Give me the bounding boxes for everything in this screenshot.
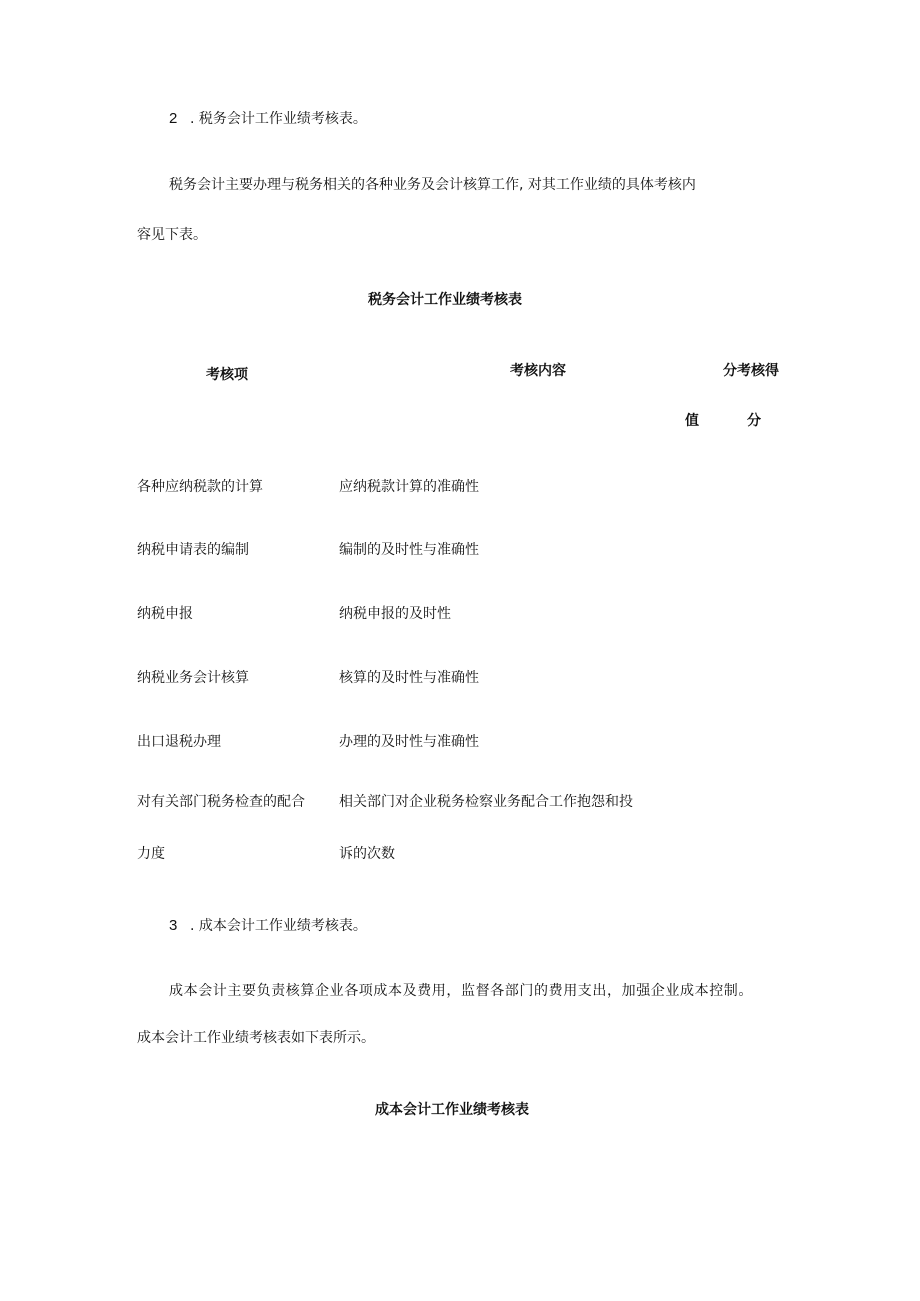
row-6-item-line-1: 对有关部门税务检查的配合 xyxy=(137,794,305,810)
row-3-content: 纳税申报的及时性 xyxy=(339,606,451,622)
row-6-content-line-2: 诉的次数 xyxy=(339,846,395,862)
row-6-content-line-1: 相关部门对企业税务检察业务配合工作抱怨和投 xyxy=(339,794,633,810)
header-assessment-content: 考核内容 xyxy=(510,363,566,379)
row-4-content: 核算的及时性与准确性 xyxy=(339,670,479,686)
row-3-item: 纳税申报 xyxy=(137,606,193,622)
header-score-top: 分考核得 xyxy=(723,363,779,379)
tax-table-title: 税务会计工作业绩考核表 xyxy=(368,292,522,308)
section-2-heading: . 税务会计工作业绩考核表。 xyxy=(190,111,367,127)
section-3-paragraph-line-2: 成本会计工作业绩考核表如下表所示。 xyxy=(137,1030,375,1046)
row-6-item-line-2: 力度 xyxy=(137,846,165,862)
header-assessment-item: 考核项 xyxy=(206,367,248,383)
row-5-content: 办理的及时性与准确性 xyxy=(339,734,479,750)
row-5-item: 出口退税办理 xyxy=(137,734,221,750)
row-4-item: 纳税业务会计核算 xyxy=(137,670,249,686)
section-2-paragraph-line-2: 容见下表。 xyxy=(137,227,207,243)
section-2-number: 2 xyxy=(169,110,178,127)
row-2-content: 编制的及时性与准确性 xyxy=(339,542,479,558)
row-2-item: 纳税申请表的编制 xyxy=(137,542,249,558)
section-3-heading: . 成本会计工作业绩考核表。 xyxy=(190,918,367,934)
header-score-value: 值 xyxy=(685,413,699,429)
row-1-item: 各种应纳税款的计算 xyxy=(137,479,263,495)
header-score-points: 分 xyxy=(747,413,761,429)
section-3-number: 3 xyxy=(169,917,178,934)
section-3-paragraph-line-1: 成本会计主要负责核算企业各项成本及费用，监督各部门的费用支出，加强企业成本控制。 xyxy=(169,983,753,999)
cost-table-title: 成本会计工作业绩考核表 xyxy=(375,1102,529,1118)
row-1-content: 应纳税款计算的准确性 xyxy=(339,479,479,495)
section-2-paragraph-line-1: 税务会计主要办理与税务相关的各种业务及会计核算工作, 对其工作业绩的具体考核内 xyxy=(169,177,696,193)
